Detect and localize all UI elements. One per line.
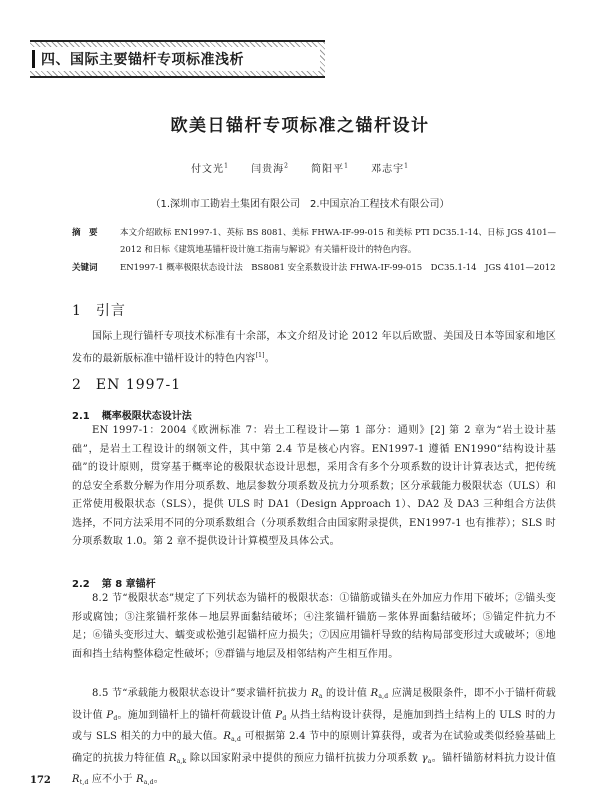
subsection-2-2-paragraph-uls-design: 8.5 节“承载能力极限状态设计”要求锚杆抗拔力 $R_a$ 的设计值 $R_{a,d}$ 应满足极限条件，即不小于锚杆荷载设计值 $P_d$。施加到锚杆上的锚杆荷载设计值 $P_d$ 从挡土结构设计获得，是施加到挡土结构上的 ULS 时的力或与 SLS 相关的力中的最大值。$R_{a,d}$ 可根据第 2.4 节中的原则计算获得，或者为在试验或类似经验基础上确定的抗拔力特征值 $R_{a,k}$ 除以国家附录中提供的预应力锚杆抗拔力分项系数 $\gamma_a$。锚杆锚筋材料抗力设计值 $R_{t,d}$ 应不小于 $R_{a,d}$。 bbox=[72, 688, 557, 786]
subsection-2-1-paragraph: EN 1997-1：2004《欧洲标准 7：岩土工程设计—第 1 部分：通则》[2] 第 2 章为“岩土设计基础”，是岩土工程设计的纲领文件，其中第 2.4 节是核心内容。EN1997-1 遵循 EN1990“结构设计基础”的设计原则，贯穿基于概率论的极限状态设计思想，采用含有多个分项系数的设计计算表达式，把传统的总安全系数分解为作用分项系数、地层参数分项系数及抗力分项系数；区分承载能力极限状态（ULS）和正常使用极限状态（SLS），提供 ULS 时 DA1（Design Approach 1）、DA2 及 DA3 三种组合方法供选择，不同方法采用不同的分项系数组合（分项系数组合由国家附录提供，EN1997-1 也有推荐）；SLS 时分项系数取 1.0。第 2 章不提供设计计算模型及具体公式。 bbox=[72, 425, 556, 547]
keywords-label: 关键词 bbox=[72, 263, 98, 273]
abstract-text: 本文介绍欧标 EN1997-1、英标 BS 8081、美标 FHWA-IF-99-015 和美标 PTI DC35.1-14、日标 JGS 4101—2012 和日标《建筑地基锚杆设计施工指南与解说》有关锚杆设计的特色内容。 bbox=[120, 228, 556, 255]
banner-bar-decoration bbox=[32, 50, 35, 68]
paper-title: 欧美日锚杆专项标准之锚杆设计 bbox=[170, 116, 430, 136]
abstract bbox=[72, 225, 556, 259]
subsection-2-2-paragraph-limit-states: 8.2 节“极限状态”规定了下列状态为锚杆的极限状态：①锚筋或锚头在外加应力作用下破坏；②锚头变形或腐蚀；③注浆锚杆浆体－地层界面黏结破坏；④注浆锚杆锚筋－浆体界面黏结破坏；⑤锚定件抗力不足；⑥锚头变形过大、蠕变或松弛引起锚杆应力损失；⑦因应用锚杆导致的结构局部变形过大或破坏；⑧地面和挡土结构整体稳定性破坏；⑨群锚与地层及相邻结构产生相互作用。 bbox=[72, 593, 556, 660]
subsection-2-1-heading: 2.1 概率极限状态设计法 bbox=[72, 411, 192, 422]
author: 简阳平$^1$ bbox=[311, 162, 349, 175]
section-banner bbox=[30, 40, 325, 78]
keywords bbox=[72, 260, 556, 277]
author: 闫贵海$^2$ bbox=[251, 162, 289, 175]
author: 付文光$^1$ bbox=[191, 162, 229, 175]
citation-ref: [1] bbox=[255, 351, 265, 359]
section-1-heading: 1 引言 bbox=[72, 303, 126, 319]
abstract-label: 摘 要 bbox=[72, 228, 98, 238]
keywords-text: EN1997-1 概率极限状态设计法 BS8081 安全系数设计法 FHWA-IF-99-015 DC35.1-14 JGS 4101—2012 bbox=[120, 263, 556, 273]
section-1-paragraph: 国际上现行锚杆专项技术标准有十余部，本文介绍及讨论 2012 年以后欧盟、美国及日本等国家和地区发布的最新版标准中锚杆设计的特色内容[1]。 bbox=[72, 331, 556, 364]
author: 邓志宇$^1$ bbox=[371, 162, 409, 175]
affiliation: （1.深圳市工勘岩土集团有限公司 2.中国京冶工程技术有限公司） bbox=[150, 199, 450, 210]
subsection-2-2-heading: 2.2 第 8 章锚杆 bbox=[72, 579, 156, 590]
author-list bbox=[0, 160, 600, 175]
section-2-heading: 2 EN 1997-1 bbox=[72, 377, 182, 393]
section-banner-title: 四、国际主要锚杆专项标准浅析 bbox=[41, 52, 244, 68]
page-number: 172 bbox=[30, 775, 51, 786]
